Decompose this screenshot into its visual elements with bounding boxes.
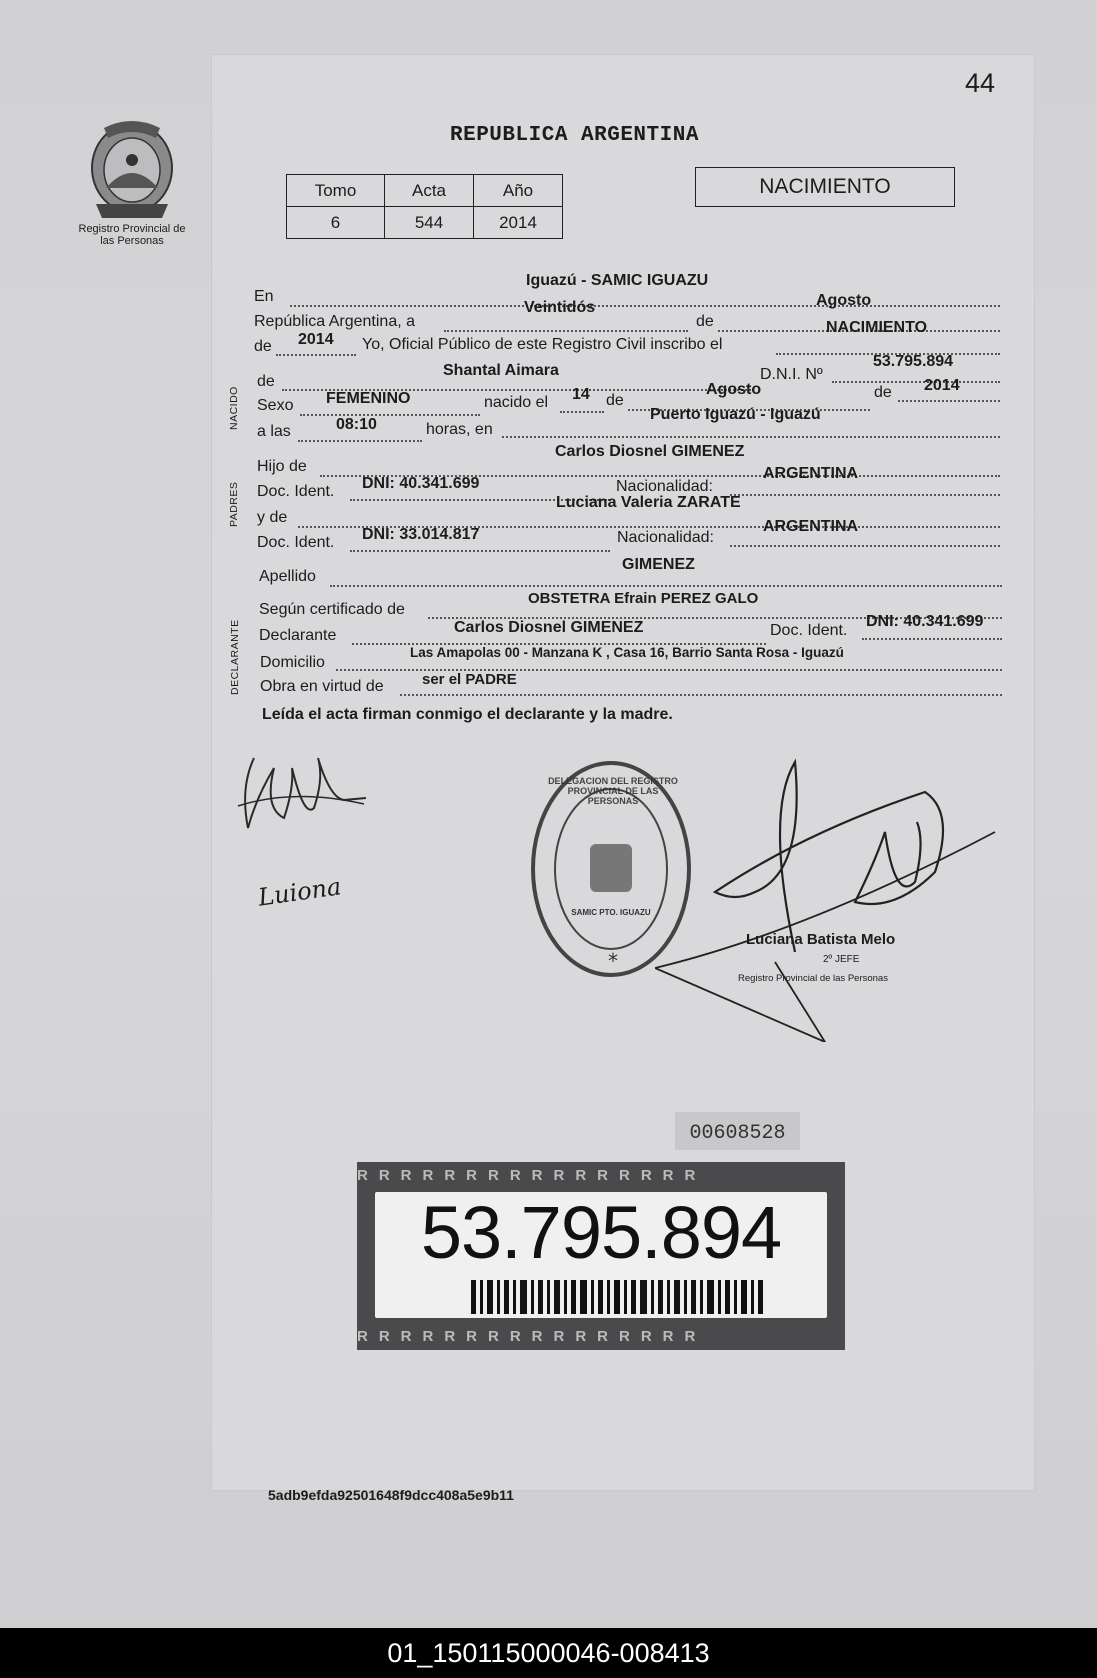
side-label-nacido: NACIDO bbox=[228, 386, 240, 430]
pattern-band-top: RRRRRRRRRRRRRRRR bbox=[357, 1167, 707, 1184]
certificado-label: Según certificado de bbox=[259, 601, 405, 618]
nacido-de2-label: de bbox=[874, 384, 892, 401]
domicilio-label: Domicilio bbox=[260, 654, 325, 671]
dotted-line bbox=[560, 411, 604, 413]
domicilio-value: Las Amapolas 00 - Manzana K , Casa 16, Barrio Santa Rosa - Iguazú bbox=[410, 645, 844, 660]
dotted-line bbox=[350, 550, 610, 552]
value-acta: 544 bbox=[385, 207, 474, 239]
sexo-label: Sexo bbox=[257, 397, 294, 414]
document-title: REPUBLICA ARGENTINA bbox=[450, 124, 699, 147]
nombre-label: de bbox=[257, 373, 275, 390]
madre-doc: DNI: 33.014.817 bbox=[362, 526, 480, 543]
logo-caption: Registro Provincial de las Personas bbox=[78, 223, 186, 247]
officer-org: Registro Provincial de las Personas bbox=[738, 973, 888, 984]
declarante-doc: DNI: 40.341.699 bbox=[866, 613, 984, 630]
dotted-line bbox=[832, 381, 1000, 383]
pattern-band-bottom: RRRRRRRRRRRRRRRR bbox=[357, 1328, 707, 1345]
registry-table bbox=[286, 174, 563, 239]
document-type-box: NACIMIENTO bbox=[695, 167, 955, 207]
header-tomo: Tomo bbox=[287, 175, 385, 207]
child-name: Shantal Aimara bbox=[443, 362, 559, 379]
apellido-label: Apellido bbox=[259, 568, 316, 585]
dotted-line bbox=[300, 414, 480, 416]
sexo-value: FEMENINO bbox=[326, 390, 411, 407]
padre-nac: ARGENTINA bbox=[763, 465, 859, 482]
sticker-inner bbox=[375, 1192, 827, 1318]
declarante-name: Carlos Diosnel GIMENEZ bbox=[454, 619, 644, 636]
barcode-icon bbox=[471, 1280, 763, 1314]
nacido-dia: 14 bbox=[572, 386, 590, 403]
value-tomo: 6 bbox=[287, 207, 385, 239]
obra-value: ser el PADRE bbox=[422, 671, 517, 688]
hijo-label: Hijo de bbox=[257, 458, 307, 475]
table-row bbox=[287, 207, 563, 239]
en-label: En bbox=[254, 288, 274, 305]
page-number: 44 bbox=[965, 68, 996, 98]
horas-value: 08:10 bbox=[336, 416, 377, 433]
madre-name: Luciana Valeria ZARATE bbox=[556, 494, 741, 511]
dotted-line bbox=[730, 494, 1000, 496]
yde-label: y de bbox=[257, 509, 288, 526]
dotted-line bbox=[290, 305, 1000, 307]
month-value: Agosto bbox=[816, 292, 872, 309]
table-header-row bbox=[287, 175, 563, 207]
en-value: Iguazú - SAMIC IGUAZU bbox=[526, 272, 709, 289]
dotted-line bbox=[730, 545, 1000, 547]
padre-doc-label: Doc. Ident. bbox=[257, 483, 335, 500]
officer-title: 2º JEFE bbox=[823, 954, 860, 965]
oficial-text: Yo, Oficial Público de este Registro Civil inscribo el bbox=[362, 336, 723, 353]
horas-en-label: horas, en bbox=[426, 421, 493, 438]
year-value: 2014 bbox=[298, 331, 334, 348]
nacido-anio: 2014 bbox=[924, 377, 960, 394]
dni-value: 53.795.894 bbox=[873, 353, 954, 370]
svg-text:*: * bbox=[608, 949, 618, 973]
dni-sticker bbox=[357, 1162, 845, 1350]
officer-signature bbox=[655, 752, 1005, 1042]
officer-name: Luciana Batista Melo bbox=[746, 931, 896, 948]
dotted-line bbox=[862, 638, 1002, 640]
dotted-line bbox=[444, 330, 688, 332]
dotted-line bbox=[298, 440, 422, 442]
stamp-text: DELEGACION DEL REGISTRO PROVINCIAL DE LAS PERSONAS bbox=[548, 776, 678, 806]
dotted-line bbox=[400, 694, 1002, 696]
header-acta: Acta bbox=[385, 175, 474, 207]
mother-signature: Luiona bbox=[256, 872, 343, 912]
republica-label: República Argentina, a bbox=[254, 313, 415, 330]
dotted-line bbox=[330, 585, 1002, 587]
stamp-inner-text: SAMIC PTO. IGUAZU bbox=[571, 908, 651, 917]
apellido-value: GIMENEZ bbox=[622, 556, 695, 573]
declarante-label: Declarante bbox=[259, 627, 337, 644]
padre-nac-label: Nacionalidad: bbox=[616, 478, 713, 495]
dotted-line bbox=[276, 354, 356, 356]
madre-doc-label: Doc. Ident. bbox=[257, 534, 335, 551]
padre-name: Carlos Diosnel GIMENEZ bbox=[555, 443, 745, 460]
dni-label: D.N.I. Nº bbox=[760, 366, 823, 383]
dotted-line bbox=[898, 400, 1000, 402]
nacido-de-label: de bbox=[606, 392, 624, 409]
side-label-declarante: DECLARANTE bbox=[229, 619, 241, 695]
de-label: de bbox=[696, 313, 714, 330]
header-anio: Año bbox=[474, 175, 563, 207]
year-label: de bbox=[254, 338, 272, 355]
footer-id-bar bbox=[0, 1628, 1097, 1678]
lugar-value: Puerto Iguazú - Iguazú bbox=[650, 406, 821, 423]
footer-id: 01_150115000046-008413 bbox=[387, 1638, 710, 1668]
closing-text: Leída el acta firman conmigo el declarante y la madre. bbox=[262, 706, 673, 723]
value-anio: 2014 bbox=[474, 207, 563, 239]
label-code: 00608528 bbox=[675, 1112, 800, 1150]
day-value: Veintidós bbox=[524, 299, 596, 316]
declarante-doc-label: Doc. Ident. bbox=[770, 622, 848, 639]
document-hash: 5adb9efda92501648f9dcc408a5e9b11 bbox=[268, 1487, 514, 1503]
dotted-line bbox=[502, 436, 1000, 438]
province-coat-of-arms-icon bbox=[84, 118, 180, 226]
certificado-value: OBSTETRA Efrain PEREZ GALO bbox=[528, 590, 759, 607]
inscribe-value: NACIMIENTO bbox=[826, 319, 928, 336]
madre-nac: ARGENTINA bbox=[763, 518, 859, 535]
obra-label: Obra en virtud de bbox=[260, 678, 384, 695]
side-label-padres: PADRES bbox=[228, 481, 240, 527]
nacido-mes: Agosto bbox=[706, 381, 762, 398]
nacido-label: nacido el bbox=[484, 394, 549, 411]
padre-doc: DNI: 40.341.699 bbox=[362, 475, 480, 492]
madre-nac-label: Nacionalidad: bbox=[617, 529, 714, 546]
sticker-number: 53.795.894 bbox=[420, 1191, 782, 1274]
declarant-signature bbox=[234, 738, 374, 848]
horas-label: a las bbox=[257, 423, 291, 440]
